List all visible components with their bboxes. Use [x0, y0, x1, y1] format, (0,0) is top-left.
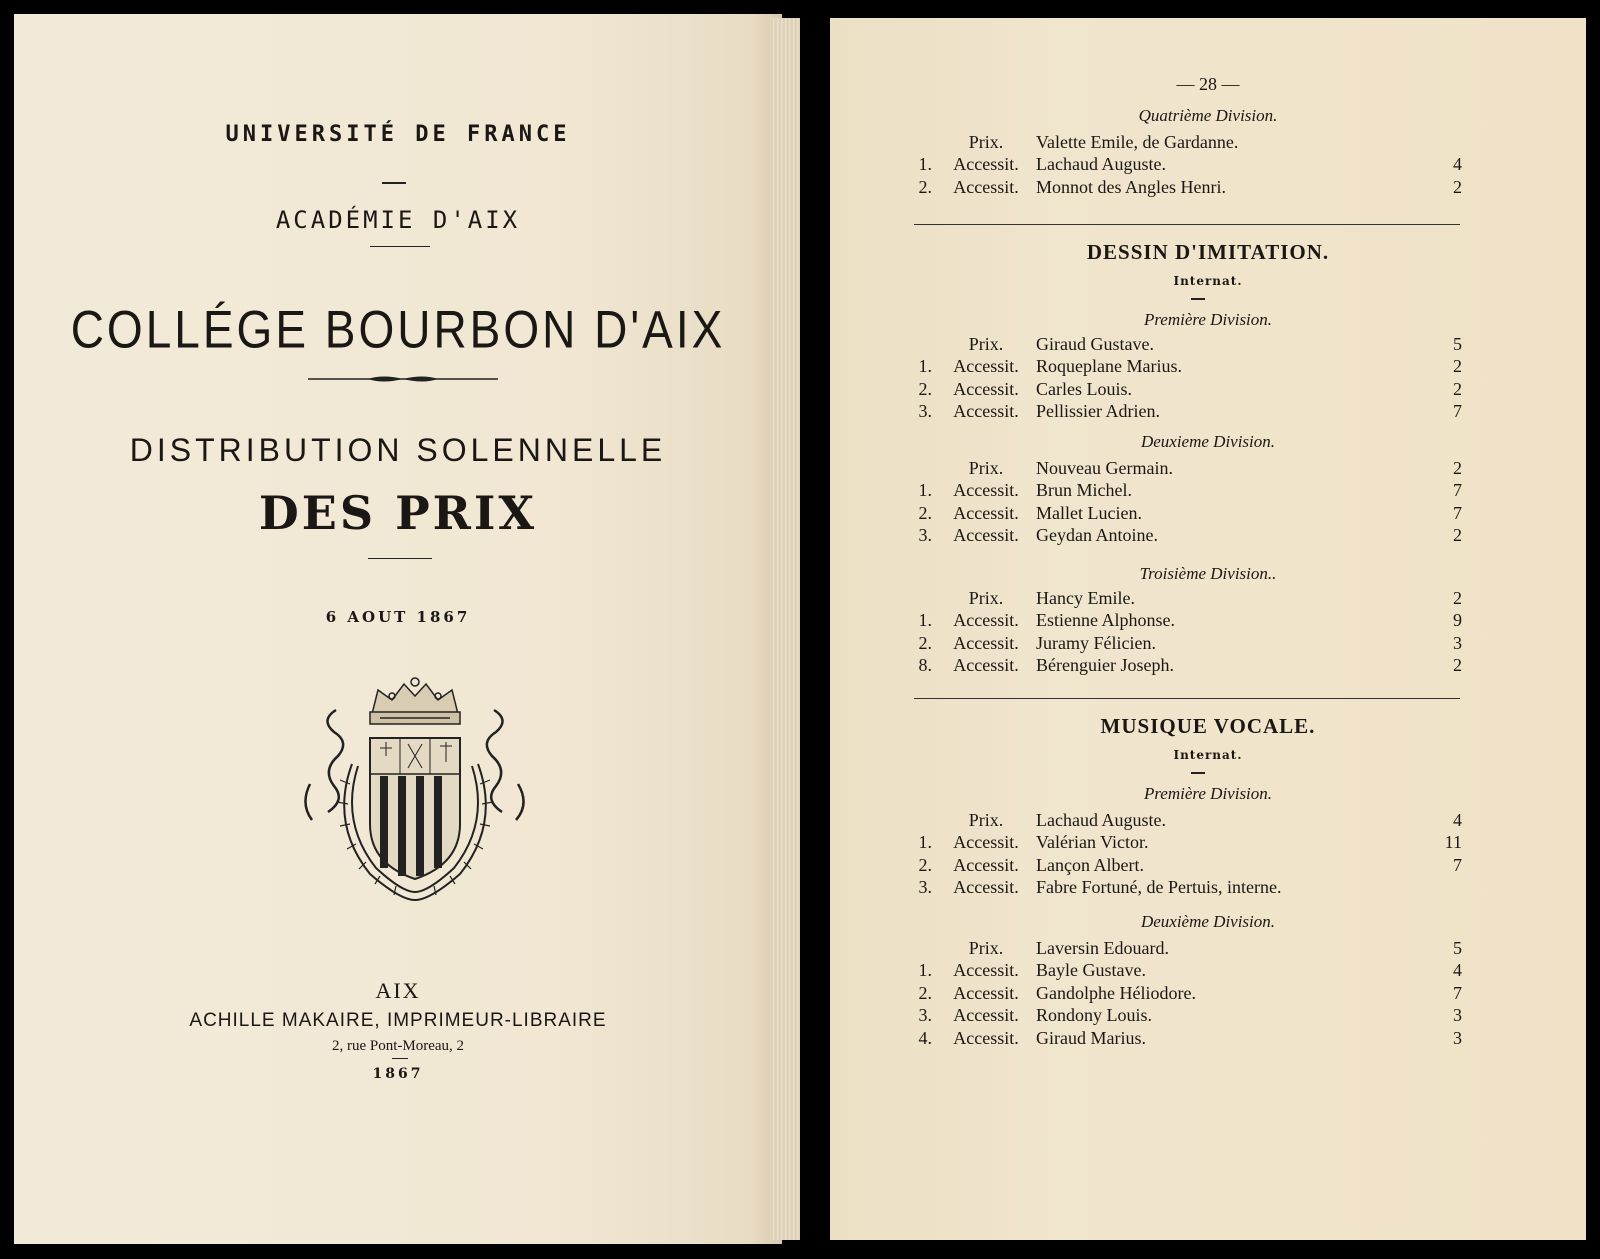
award-type: Prix. [968, 132, 1004, 152]
section-subtitle: Internat. [1173, 748, 1243, 762]
ornament-rule [308, 374, 498, 384]
ceremony-date: 6 AOUT 1867 [325, 608, 471, 626]
score-value: 7 [1453, 480, 1462, 501]
prize-row [830, 633, 1586, 655]
prize-row [830, 503, 1586, 525]
prize-row [830, 154, 1586, 176]
score-value: 5 [1453, 334, 1462, 354]
prize-row [830, 810, 1586, 832]
award-type: Accessit. [953, 378, 1019, 399]
award-type: Accessit. [953, 655, 1019, 676]
score-value: 7 [1453, 854, 1462, 875]
award-type: Accessit. [953, 610, 1019, 631]
student-name: Pellissier Adrien. [1036, 401, 1160, 422]
award-type: Accessit. [953, 154, 1019, 175]
printer-address: 2, rue Pont-Moreau, 2 [331, 1038, 465, 1054]
divider-dash [1191, 772, 1205, 774]
university-heading: UNIVERSITÉ DE FRANCE [225, 122, 571, 147]
rank-number: 3. [918, 525, 932, 546]
prize-list-page [830, 18, 1586, 1240]
award-type: Accessit. [953, 356, 1019, 377]
score-value: 7 [1453, 982, 1462, 1003]
score-value: 4 [1453, 154, 1462, 175]
award-type: Prix. [968, 588, 1004, 608]
prize-row [830, 525, 1586, 547]
page-number: — 28 — [1176, 74, 1240, 94]
rank-number: 2. [918, 378, 932, 399]
student-name: Valérian Victor. [1036, 832, 1149, 853]
student-name: Giraud Gustave. [1036, 334, 1154, 354]
division-title: Troisième Division.. [1139, 564, 1277, 583]
award-type: Accessit. [953, 1005, 1019, 1026]
score-value: 5 [1453, 938, 1462, 958]
student-name: Brun Michel. [1036, 480, 1132, 501]
prize-row [830, 610, 1586, 632]
coat-of-arms-emblem [300, 674, 530, 904]
rank-number: 2. [918, 176, 932, 197]
section-rule [914, 698, 1460, 699]
award-type: Accessit. [953, 480, 1019, 501]
prize-row [830, 379, 1586, 401]
score-value: 3 [1453, 1005, 1462, 1026]
student-name: Lachaud Auguste. [1036, 154, 1166, 175]
score-value: 4 [1453, 960, 1462, 981]
distribution-heading: DISTRIBUTION SOLENNELLE [129, 432, 667, 468]
score-value: 3 [1453, 632, 1462, 653]
section-title-musique: MUSIQUE VOCALE. [1100, 714, 1316, 738]
prize-row [830, 458, 1586, 480]
academy-heading: ACADÉMIE D'AIX [275, 206, 521, 234]
prize-row [830, 877, 1586, 899]
divider-line [370, 246, 430, 247]
prize-row [830, 588, 1586, 610]
prize-row [830, 177, 1586, 199]
award-type: Accessit. [953, 960, 1019, 981]
student-name: Hancy Emile. [1036, 588, 1135, 608]
award-type: Accessit. [953, 176, 1019, 197]
rank-number: 3. [918, 401, 932, 422]
student-name: Estienne Alphonse. [1036, 610, 1175, 631]
rank-number: 1. [918, 154, 932, 175]
award-type: Accessit. [953, 877, 1019, 898]
division-title: Deuxieme Division. [1140, 432, 1276, 451]
rank-number: 8. [918, 655, 932, 676]
divider-dash [382, 182, 406, 184]
score-value: 2 [1453, 176, 1462, 197]
rank-number: 1. [918, 356, 932, 377]
student-name: Gandolphe Héliodore. [1036, 982, 1196, 1003]
award-type: Prix. [968, 810, 1004, 830]
prize-row [830, 1028, 1586, 1050]
prize-row [830, 983, 1586, 1005]
award-type: Prix. [968, 938, 1004, 958]
score-value: 2 [1453, 458, 1462, 478]
student-name: Valette Emile, de Gardanne. [1036, 132, 1239, 152]
printer-name: ACHILLE MAKAIRE, IMPRIMEUR-LIBRAIRE [189, 1010, 607, 1031]
rank-number: 2. [918, 502, 932, 523]
student-name: Lachaud Auguste. [1036, 810, 1166, 830]
score-value: 2 [1453, 378, 1462, 399]
student-name: Bayle Gustave. [1036, 960, 1146, 981]
prize-row [830, 356, 1586, 378]
award-type: Accessit. [953, 401, 1019, 422]
prize-row [830, 832, 1586, 854]
rank-number: 3. [918, 877, 932, 898]
award-type: Accessit. [953, 502, 1019, 523]
student-name: Mallet Lucien. [1036, 502, 1142, 523]
division-title: Première Division. [1143, 784, 1273, 803]
student-name: Nouveau Germain. [1036, 458, 1173, 478]
student-name: Lançon Albert. [1036, 854, 1144, 875]
prize-row [830, 938, 1586, 960]
score-value: 7 [1453, 502, 1462, 523]
prize-row [830, 960, 1586, 982]
divider-dash [392, 1058, 408, 1059]
prize-row [830, 655, 1586, 677]
student-name: Rondony Louis. [1036, 1005, 1153, 1026]
rank-number: 2. [918, 632, 932, 653]
student-name: Monnot des Angles Henri. [1036, 176, 1226, 197]
score-value: 2 [1453, 356, 1462, 377]
score-value: 4 [1453, 810, 1462, 830]
section-rule [914, 224, 1460, 225]
student-name: Roqueplane Marius. [1036, 356, 1182, 377]
student-name: Juramy Félicien. [1036, 632, 1156, 653]
award-type: Accessit. [953, 854, 1019, 875]
prize-row [830, 132, 1586, 154]
award-type: Accessit. [953, 525, 1019, 546]
divider-line [368, 558, 432, 559]
prize-row [830, 401, 1586, 423]
score-value: 3 [1453, 1027, 1462, 1048]
student-name: Fabre Fortuné, de Pertuis, interne. [1036, 877, 1282, 898]
score-value: 9 [1453, 610, 1462, 631]
division-title: Deuxième Division. [1140, 912, 1276, 931]
student-name: Bérenguier Joseph. [1036, 655, 1174, 676]
student-name: Geydan Antoine. [1036, 525, 1158, 546]
rank-number: 1. [918, 960, 932, 981]
section-title-dessin: DESSIN D'IMITATION. [1086, 240, 1330, 264]
award-type: Prix. [968, 334, 1004, 354]
rank-number: 3. [918, 1005, 932, 1026]
prize-row [830, 855, 1586, 877]
score-value: 2 [1453, 525, 1462, 546]
division-title: Quatrième Division. [1138, 106, 1278, 125]
rank-number: 1. [918, 832, 932, 853]
rank-number: 2. [918, 854, 932, 875]
award-type: Accessit. [953, 1027, 1019, 1048]
award-type: Prix. [968, 458, 1004, 478]
prize-row [830, 1005, 1586, 1027]
city-name: AIX [375, 978, 421, 1003]
prize-row [830, 334, 1586, 356]
student-name: Laversin Edouard. [1036, 938, 1169, 958]
college-title: COLLÉGE BOURBON D'AIX [70, 299, 726, 359]
score-value: 7 [1453, 401, 1462, 422]
book-spine [770, 18, 800, 1240]
rank-number: 1. [918, 480, 932, 501]
prize-row [830, 480, 1586, 502]
student-name: Giraud Marius. [1036, 1027, 1146, 1048]
rank-number: 4. [918, 1027, 932, 1048]
divider-dash [1191, 298, 1205, 300]
award-type: Accessit. [953, 982, 1019, 1003]
score-value: 11 [1444, 832, 1462, 853]
publication-year: 1867 [372, 1066, 424, 1082]
section-subtitle: Internat. [1173, 274, 1243, 288]
title-page [14, 14, 782, 1244]
student-name: Carles Louis. [1036, 378, 1132, 399]
award-type: Accessit. [953, 632, 1019, 653]
rank-number: 2. [918, 982, 932, 1003]
des-prix-heading: DES PRIX [258, 486, 538, 540]
award-type: Accessit. [953, 832, 1019, 853]
division-title: Première Division. [1143, 310, 1273, 329]
score-value: 2 [1453, 588, 1462, 608]
rank-number: 1. [918, 610, 932, 631]
score-value: 2 [1453, 655, 1462, 676]
